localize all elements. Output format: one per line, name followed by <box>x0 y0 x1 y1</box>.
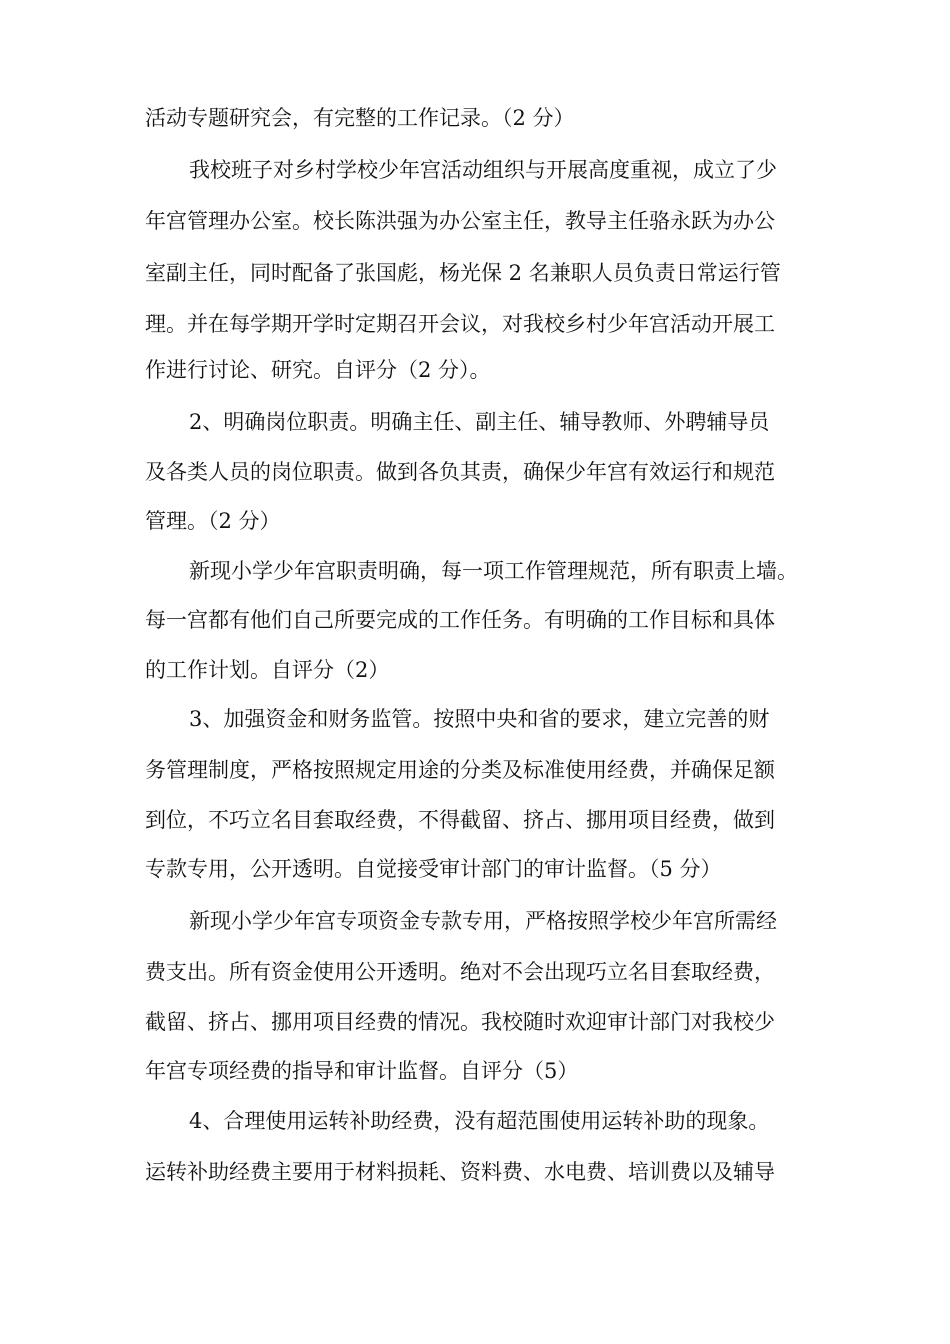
text-line: 新现小学少年宫专项资金专款专用，严格按照学校少年宫所需经 <box>189 909 777 933</box>
text-line: 室副主任，同时配备了张国彪，杨光保 2 名兼职人员负责日常运行管 <box>145 261 781 285</box>
text-line: 4、合理使用运转补助经费，没有超范围使用运转补助的现象。 <box>189 1109 770 1133</box>
text-line: 及各类人员的岗位职责。做到各负其责，确保少年宫有效运行和规范 <box>145 460 775 484</box>
text-line: 管理。（2 分） <box>145 509 281 533</box>
text-line: 新现小学少年宫职责明确，每一项工作管理规范，所有职责上墙。 <box>189 559 798 583</box>
text-line: 到位，不巧立名目套取经费，不得截留、挤占、挪用项目经费，做到 <box>145 808 775 832</box>
text-line: 3、加强资金和财务监管。按照中央和省的要求，建立完善的财 <box>189 707 770 731</box>
text-line: 务管理制度，严格按照规定用途的分类及标准使用经费，并确保足额 <box>145 758 775 782</box>
text-line: 理。并在每学期开学时定期召开会议，对我校乡村少年宫活动开展工 <box>145 312 775 336</box>
text-line: 的工作计划。自评分（2） <box>145 658 390 682</box>
text-line: 运转补助经费主要用于材料损耗、资料费、水电费、培训费以及辅导 <box>145 1160 775 1184</box>
text-line: 专款专用，公开透明。自觉接受审计部门的审计监督。（5 分） <box>145 857 722 881</box>
text-line: 年宫专项经费的指导和审计监督。自评分（5） <box>145 1059 579 1083</box>
text-line: 截留、挤占、挪用项目经费的情况。我校随时欢迎审计部门对我校少 <box>145 1010 775 1034</box>
text-line: 我校班子对乡村学校少年宫活动组织与开展高度重视，成立了少 <box>189 158 777 182</box>
text-line: 2、明确岗位职责。明确主任、副主任、辅导教师、外聘辅导员 <box>189 410 770 434</box>
text-line: 活动专题研究会，有完整的工作记录。（2 分） <box>145 106 575 130</box>
text-line: 费支出。所有资金使用公开透明。绝对不会出现巧立名目套取经费， <box>145 960 775 984</box>
text-line: 作进行讨论、研究。自评分（2 分）。 <box>145 358 491 382</box>
text-line: 每一宫都有他们自己所要完成的工作任务。有明确的工作目标和具体 <box>145 608 775 632</box>
text-line: 年宫管理办公室。校长陈洪强为办公室主任，教导主任骆永跃为办公 <box>145 209 775 233</box>
